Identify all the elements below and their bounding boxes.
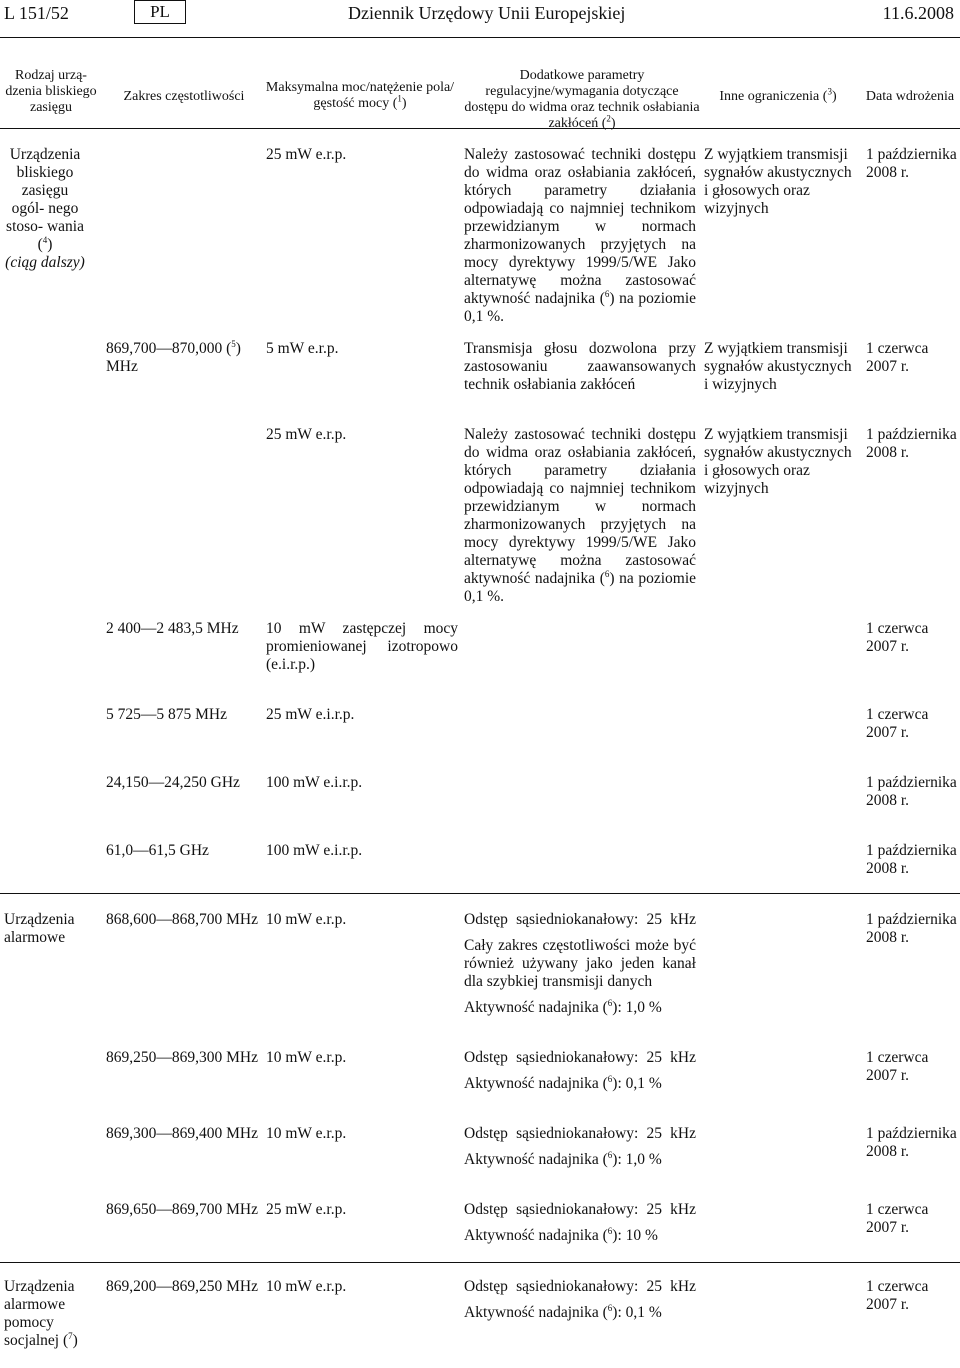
date-r11: 1 czerwca 2007 r. [866,1201,929,1236]
frequency-r11: 869,650—869,700 MHz [106,1201,258,1218]
date-r12: 1 czerwca 2007 r. [866,1278,929,1313]
frequency-r6: 24,150—24,250 GHz [106,774,240,791]
col-head-power: Maksymalna moc/natężenie pola/ gęstość mocy ($^1$) [265,80,455,111]
power-r4: 10 mW zastępczej mocy promieniowanej izotropowo (e.i.r.p.) [266,620,458,673]
access-r11: Odstęp sąsiedniokanałowy: 25 kHz Aktywność nadajnika ($^6$): 10 % [464,1201,696,1244]
power-r10: 10 mW e.r.p. [266,1125,347,1142]
power-r2: 5 mW e.r.p. [266,340,339,357]
date-r9: 1 czerwca 2007 r. [866,1049,929,1084]
section-rule-2 [0,1262,960,1263]
date-r7: 1 października 2008 r. [866,842,957,877]
journal-title: Dziennik Urzędowy Unii Europejskiej [348,3,626,23]
frequency-r2: 869,700—870,000 ($^5$) MHz [106,338,241,375]
date-r4: 1 czerwca 2007 r. [866,620,929,655]
restriction-r2: Z wyjątkiem transmisji sygnałów akustycznych i wizyjnych [704,340,852,393]
date-r6: 1 października 2008 r. [866,774,957,809]
page-number: L 151/52 [4,3,69,23]
language-box: PL [134,0,186,24]
date-r10: 1 października 2008 r. [866,1125,957,1160]
header-rule [0,37,960,38]
col-head-date: Data wdrożenia [865,89,955,104]
access-r3: Należy zastosować techniki dostępu do widma oraz osłabiania zakłóceń, których parametry działania odpowiadają co najmniej technikom przewidzianym w normach zharmonizowanych przyjętych na mocy dyrektywy 1999/5/WE Jako alternatywę można zastosować aktywność nadajnika ($^6$) na poziomie 0,1 %. [464,426,697,605]
date-r1: 1 października 2008 r. [866,146,957,181]
date-r2: 1 czerwca 2007 r. [866,340,929,375]
power-r8: 10 mW e.r.p. [266,911,347,928]
date-r5: 1 czerwca 2007 r. [866,706,929,741]
power-r6: 100 mW e.i.r.p. [266,774,363,791]
category-general-srd: Urządzenia bliskiego zasięgu ogól- nego stoso- wania ($^4$) (ciąg dalszy) [5,146,85,271]
frequency-r9: 869,250—869,300 MHz [106,1049,258,1066]
power-r3: 25 mW e.r.p. [266,426,347,443]
access-r1: Należy zastosować techniki dostępu do widma oraz osłabiania zakłóceń, których parametry działania odpowiadają co najmniej technikom przewidzianym w normach zharmonizowanych przyjętych na mocy dyrektywy 1999/5/WE Jako alternatywę można zastosować aktywność nadajnika ($^6$) na poziomie 0,1 %. [464,146,697,325]
col-head-access: Dodatkowe parametry regulacyjne/wymagania dotyczące dostępu do widma oraz technik osłabiania zakłóceń ($^2$) [464,68,700,131]
access-r10: Odstęp sąsiedniokanałowy: 25 kHz Aktywność nadajnika ($^6$): 1,0 % [464,1125,696,1168]
power-r7: 100 mW e.i.r.p. [266,842,363,859]
frequency-r4: 2 400—2 483,5 MHz [106,620,239,637]
access-r8: Odstęp sąsiedniokanałowy: 25 kHz Cały zakres częstotliwości może być również używany jako jeden kanał dla szybkiej transmisji danych Aktywność nadajnika ($^6$): 1,0 % [464,911,696,1016]
frequency-r10: 869,300—869,400 MHz [106,1125,258,1142]
power-r9: 10 mW e.r.p. [266,1049,347,1066]
restriction-r1: Z wyjątkiem transmisji sygnałów akustycznych i głosowych oraz wizyjnych [704,146,852,217]
category-social-alarms: Urządzenia alarmowe pomocy socjalnej ($^7$) [4,1278,78,1349]
issue-date: 11.6.2008 [882,3,954,23]
col-head-restrictions: Inne ograniczenia ($^3$) [719,86,837,104]
section-rule-1 [0,893,960,894]
frequency-r12: 869,200—869,250 MHz [106,1278,258,1295]
frequency-r8: 868,600—868,700 MHz [106,911,258,928]
category-alarms: Urządzenia alarmowe [4,911,75,946]
power-r5: 25 mW e.i.r.p. [266,706,355,723]
access-r9: Odstęp sąsiedniokanałowy: 25 kHz Aktywność nadajnika ($^6$): 0,1 % [464,1049,696,1092]
access-r12: Odstęp sąsiedniokanałowy: 25 kHz Aktywność nadajnika ($^6$): 0,1 % [464,1278,696,1321]
power-r1: 25 mW e.r.p. [266,146,347,163]
date-r8: 1 października 2008 r. [866,911,957,946]
access-r2: Transmisja głosu dozwolona przy zastosowaniu zaawansowanych technik osłabiania zakłóceń [464,340,696,393]
date-r3: 1 października 2008 r. [866,426,957,461]
frequency-r5: 5 725—5 875 MHz [106,706,227,723]
page-header [0,0,960,30]
col-head-type: Rodzaj urzą- dzenia bliskiego zasięgu [5,68,97,115]
col-head-frequency: Zakres częstotliwości [123,89,245,104]
table-head-rule [0,128,960,129]
power-r11: 25 mW e.r.p. [266,1201,347,1218]
restriction-r3: Z wyjątkiem transmisji sygnałów akustycznych i głosowych oraz wizyjnych [704,426,852,497]
power-r12: 10 mW e.r.p. [266,1278,347,1295]
frequency-r7: 61,0—61,5 GHz [106,842,209,859]
